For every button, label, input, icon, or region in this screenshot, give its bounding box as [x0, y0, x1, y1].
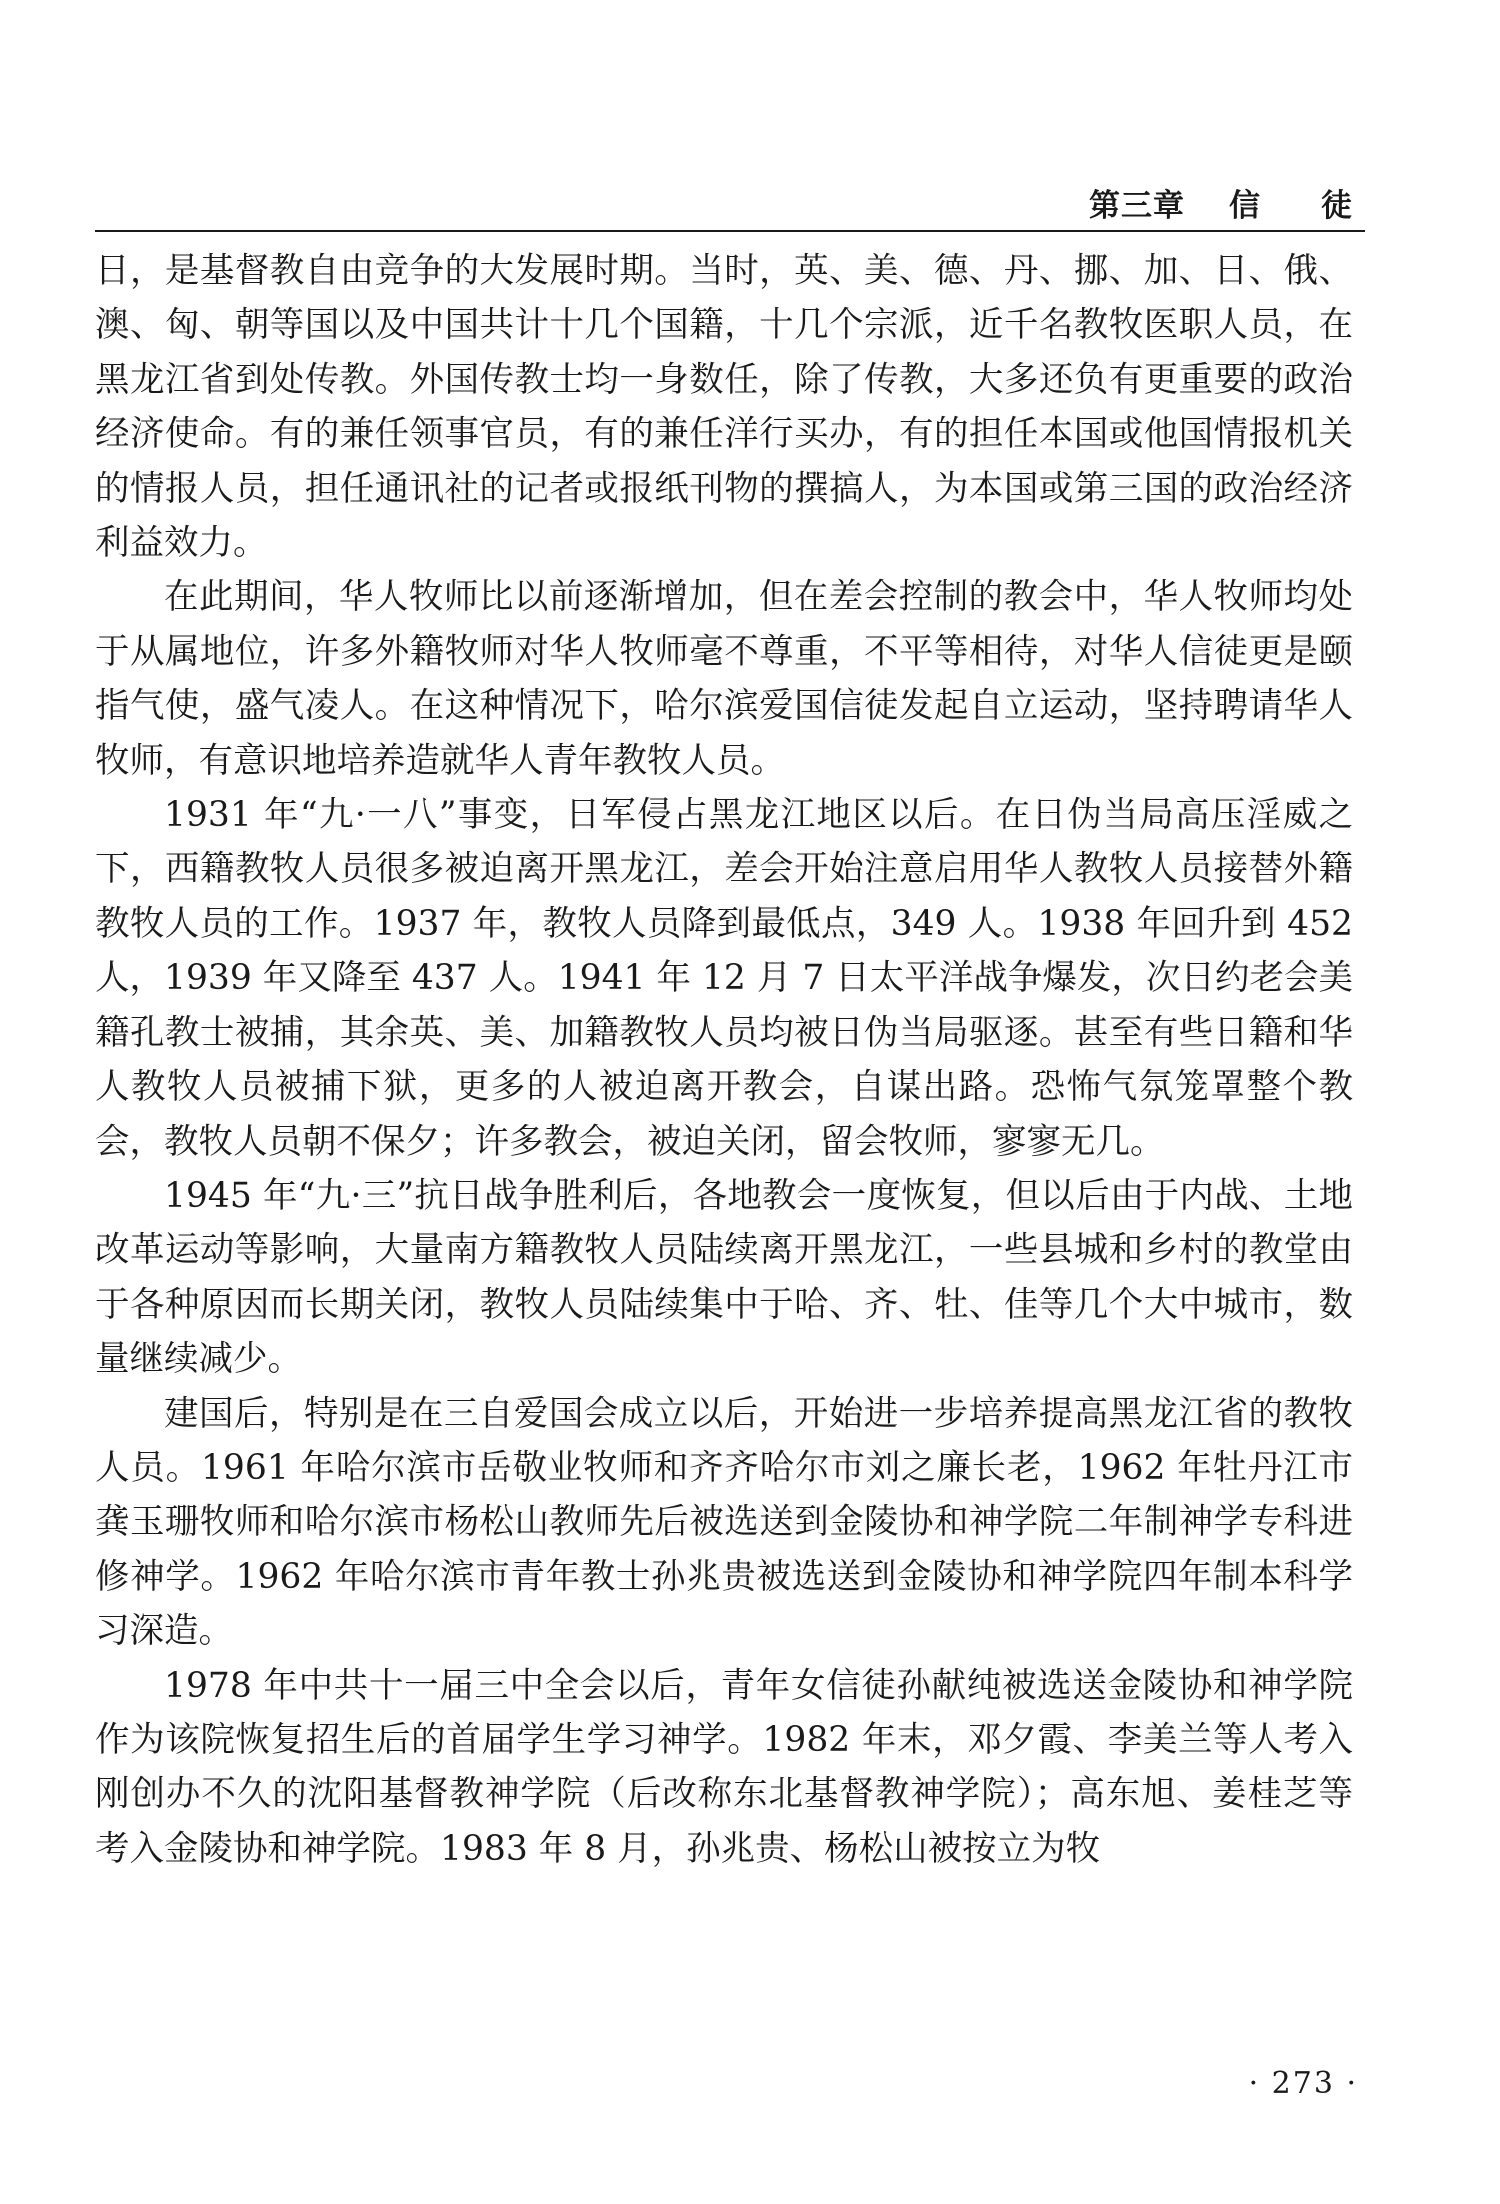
chapter-title-second-char: 徒 [1321, 188, 1353, 224]
paragraph: 建国后，特别是在三自爱国会成立以后，开始进一步培养提高黑龙江省的教牧人员。1961 年哈尔滨市岳敬业牧师和齐齐哈尔市刘之廉长老，1962 年牡丹江市龚玉珊牧师和哈尔滨市杨松山教师先后被选送到金陵协和神学院二年制神学专科进修神学。1962 年哈尔滨市青年教士孙兆贵被选送到金陵协和神学院四年制本科学习深造。 [95, 1393, 1353, 1652]
running-header [95, 178, 1365, 232]
chapter-number: 第三章 [1089, 188, 1185, 224]
chapter-heading [1089, 180, 1353, 225]
paragraph: 1931 年“九·一八”事变，日军侵占黑龙江地区以后。在日伪当局高压淫威之下，西籍教牧人员很多被迫离开黑龙江，差会开始注意启用华人教牧人员接替外籍教牧人员的工作。1937 年，教牧人员降到最低点，349 人。1938 年回升到 452 人，1939 年又降至 437 人。1941 年 12 月 7 日太平洋战争爆发，次日约老会美籍孔教士被捕，其余英、美、加籍教牧人员均被日伪当局驱逐。甚至有些日籍和华人教牧人员被捕下狱，更多的人被迫离开教会，自谋出路。恐怖气氛笼罩整个教会，教牧人员朝不保夕；许多教会，被迫关闭，留会牧师，寥寥无几。 [95, 795, 1353, 1162]
paragraph-continued: 日，是基督教自由竞争的大发展时期。当时，英、美、德、丹、挪、加、日、俄、澳、匈、朝等国以及中国共计十几个国籍，十几个宗派，近千名教牧医职人员，在黑龙江省到处传教。外国传教士均一身数任，除了传教，大多还负有更重要的政治经济使命。有的兼任领事官员，有的兼任洋行买办，有的担任本国或他国情报机关的情报人员，担任通讯社的记者或报纸刊物的撰搞人，为本国或第三国的政治经济利益效力。 [95, 251, 1353, 564]
chapter-title-first-char: 信 [1229, 188, 1261, 224]
body-text [95, 244, 1353, 1876]
page-number: · 273 · [1248, 2066, 1358, 2101]
paragraph: 1978 年中共十一届三中全会以后，青年女信徒孙献纯被选送金陵协和神学院作为该院恢复招生后的首届学生学习神学。1982 年末，邓夕霞、李美兰等人考入刚创办不久的沈阳基督教神学院（后改称东北基督教神学院）；高东旭、姜桂芝等考入金陵协和神学院。1983 年 8 月，孙兆贵、杨松山被按立为牧 [95, 1665, 1353, 1869]
paragraph: 1945 年“九·三”抗日战争胜利后，各地教会一度恢复，但以后由于内战、土地改革运动等影响，大量南方籍教牧人员陆续离开黑龙江，一些县城和乡村的教堂由于各种原因而长期关闭，教牧人员陆续集中于哈、齐、牡、佳等几个大中城市，数量继续减少。 [95, 1175, 1353, 1380]
paragraph: 在此期间，华人牧师比以前逐渐增加，但在差会控制的教会中，华人牧师均处于从属地位，许多外籍牧师对华人牧师毫不尊重，不平等相待，对华人信徒更是颐指气使，盛气凌人。在这种情况下，哈尔滨爱国信徒发起自立运动，坚持聘请华人牧师，有意识地培养造就华人青年教牧人员。 [95, 577, 1353, 781]
